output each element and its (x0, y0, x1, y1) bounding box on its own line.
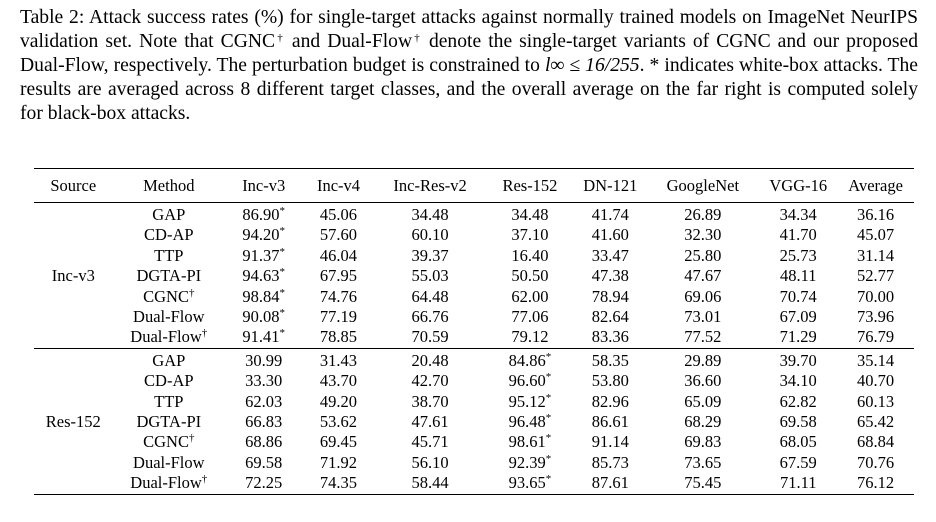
method-name: CD-AP (144, 371, 194, 391)
value-cell: 70.76 (857, 452, 895, 472)
table-row (34, 453, 914, 473)
value-cell: 33.30 (245, 371, 283, 391)
value-cell: 53.62 (319, 412, 358, 432)
method-name: Dual-Flow (133, 307, 205, 327)
method-cell (113, 266, 225, 286)
value-cell: 67.59 (779, 452, 817, 472)
table-row (34, 412, 914, 432)
value-cell: 52.77 (857, 266, 895, 286)
white-box-marker: * (279, 225, 286, 238)
header-row (34, 169, 914, 203)
value-cell: 31.43 (319, 350, 358, 370)
value-cell: 64.48 (411, 286, 449, 306)
value-cell: 86.90* (242, 205, 286, 224)
value-cell: 60.10 (411, 225, 449, 245)
value-cell: 56.10 (411, 452, 449, 472)
caption-text-1: Attack success rates (%) for single-target attacks against normally trained models on ImageNet NeurIPS validation set. Note that CGNC (20, 7, 918, 52)
dagger-mark: † (201, 473, 208, 486)
value-cell: 90.08* (242, 307, 286, 327)
white-box-marker: * (279, 286, 286, 299)
value-cell: 76.79 (857, 327, 895, 347)
value-cell: 72.25 (245, 473, 283, 493)
method-name: DGTA-PI (136, 266, 202, 286)
value-cell: 83.36 (591, 327, 629, 347)
dagger-mark: † (412, 32, 422, 44)
table-caption (20, 6, 918, 126)
value-cell: 93.65* (508, 473, 552, 493)
value-cell: 53.80 (591, 371, 629, 391)
value-cell: 73.01 (684, 307, 722, 327)
table-row (34, 307, 914, 327)
column-header: DN-121 (583, 176, 638, 195)
value-cell: 68.84 (857, 432, 895, 452)
value-cell: 42.70 (411, 371, 449, 391)
value-cell: 49.20 (319, 391, 358, 411)
white-box-marker: * (279, 307, 286, 320)
value-cell: 29.89 (684, 350, 722, 370)
value-cell: 71.11 (779, 473, 817, 493)
value-cell: 41.74 (591, 205, 629, 224)
table-row (34, 432, 914, 452)
white-box-marker: * (279, 205, 286, 217)
value-cell: 67.09 (779, 307, 817, 327)
value-cell: 76.12 (857, 473, 895, 493)
white-box-marker: * (545, 350, 552, 363)
value-cell: 98.61* (508, 432, 552, 452)
value-cell: 74.76 (319, 286, 358, 306)
caption-label: Table 2: (20, 7, 85, 28)
source-cell: Res-152 (45, 412, 101, 432)
method-cell (113, 453, 225, 473)
table-row (34, 287, 914, 307)
value-cell: 34.48 (411, 205, 449, 224)
value-cell: 66.76 (411, 307, 449, 327)
table-row (34, 266, 914, 286)
caption-text-3: denote the single-target variants of CGNC and our proposed Dual-Flow, respectively. The perturbation budget is constrained to (20, 31, 918, 76)
value-cell: 35.14 (857, 350, 895, 370)
value-cell: 91.14 (591, 432, 629, 452)
value-cell: 37.10 (511, 225, 549, 245)
dagger-mark: † (275, 32, 285, 44)
table-row (34, 392, 914, 412)
value-cell: 45.71 (411, 432, 449, 452)
dagger-mark: † (188, 432, 195, 445)
value-cell: 68.29 (684, 412, 722, 432)
white-box-marker: * (545, 391, 552, 404)
value-cell: 39.70 (779, 350, 817, 370)
method-cell (113, 371, 225, 391)
table-row (34, 473, 914, 494)
value-cell: 47.38 (591, 266, 629, 286)
method-name: Dual-Flow (130, 327, 202, 347)
value-cell: 47.67 (684, 266, 722, 286)
source-cell: Inc-v3 (51, 266, 95, 286)
value-cell: 68.86 (245, 432, 283, 452)
value-cell: 62.00 (511, 286, 549, 306)
value-cell: 94.20* (242, 225, 286, 245)
value-cell: 58.35 (591, 350, 629, 370)
value-cell: 91.41* (242, 327, 286, 347)
caption-text-4: . * indicates white-box attacks. The results are averaged across 8 different target classes, and the overall average on the far right is computed solely for black-box attacks. (20, 55, 918, 124)
value-cell: 40.70 (857, 371, 895, 391)
value-cell: 38.70 (411, 391, 449, 411)
value-cell: 69.45 (319, 432, 358, 452)
value-cell: 60.13 (857, 391, 895, 411)
value-cell: 77.19 (319, 307, 358, 327)
value-cell: 87.61 (591, 473, 629, 493)
method-name: Dual-Flow (133, 452, 205, 472)
method-cell (113, 246, 225, 266)
white-box-marker: * (545, 371, 552, 384)
value-cell: 36.16 (857, 205, 895, 224)
value-cell: 67.95 (319, 266, 358, 286)
value-cell: 39.37 (411, 245, 449, 265)
method-name: CGNC (143, 286, 189, 306)
method-cell (113, 307, 225, 327)
value-cell: 68.05 (779, 432, 817, 452)
white-box-marker: * (279, 266, 286, 279)
value-cell: 96.60* (508, 371, 552, 391)
method-name: TTP (154, 245, 184, 265)
value-cell: 31.14 (857, 245, 895, 265)
value-cell: 33.47 (591, 245, 629, 265)
method-name: GAP (152, 205, 186, 224)
value-cell: 82.64 (591, 307, 629, 327)
column-header: Method (143, 176, 195, 195)
value-cell: 70.74 (779, 286, 817, 306)
value-cell: 71.92 (319, 452, 358, 472)
value-cell: 71.29 (779, 327, 817, 347)
white-box-marker: * (545, 432, 552, 445)
method-name: TTP (154, 391, 184, 411)
value-cell: 65.09 (684, 391, 722, 411)
dagger-mark: † (188, 286, 195, 299)
value-cell: 47.61 (411, 412, 449, 432)
value-cell: 69.06 (684, 286, 722, 306)
value-cell: 82.96 (591, 391, 629, 411)
column-header: VGG-16 (769, 176, 828, 195)
value-cell: 62.82 (779, 391, 817, 411)
value-cell: 77.06 (511, 307, 549, 327)
value-cell: 50.50 (511, 266, 549, 286)
value-cell: 94.63* (242, 266, 286, 286)
value-cell: 73.96 (857, 307, 895, 327)
value-cell: 62.03 (245, 391, 283, 411)
value-cell: 34.10 (779, 371, 817, 391)
results-table (34, 168, 914, 495)
column-header: Inc-Res-v2 (393, 176, 467, 195)
value-cell: 73.65 (684, 452, 722, 472)
method-name: CGNC (143, 432, 189, 452)
value-cell: 25.80 (684, 245, 722, 265)
value-cell: 36.60 (684, 371, 722, 391)
method-cell (113, 327, 225, 348)
white-box-marker: * (279, 327, 286, 340)
value-cell: 46.04 (319, 245, 358, 265)
value-cell: 34.34 (779, 205, 817, 224)
value-cell: 79.12 (511, 327, 549, 347)
value-cell: 43.70 (319, 371, 358, 391)
column-header: Source (50, 176, 97, 195)
white-box-marker: * (279, 245, 286, 258)
value-cell: 86.61 (591, 412, 629, 432)
value-cell: 32.30 (684, 225, 722, 245)
method-cell (113, 473, 225, 494)
value-cell: 48.11 (779, 266, 817, 286)
method-name: DGTA-PI (136, 412, 202, 432)
value-cell: 69.83 (684, 432, 722, 452)
value-cell: 85.73 (591, 452, 629, 472)
value-cell: 45.06 (319, 205, 358, 224)
table-row (34, 348, 914, 371)
value-cell: 69.58 (245, 452, 283, 472)
method-cell (113, 287, 225, 307)
table-row (34, 246, 914, 266)
column-header: Inc-v4 (316, 176, 361, 195)
value-cell: 84.86* (508, 350, 552, 370)
value-cell: 96.48* (508, 412, 552, 432)
value-cell: 77.52 (684, 327, 722, 347)
value-cell: 98.84* (242, 286, 286, 306)
column-header: Inc-v3 (242, 176, 286, 195)
method-cell (113, 348, 225, 371)
method-cell (113, 203, 225, 226)
value-cell: 78.85 (319, 327, 358, 347)
white-box-marker: * (545, 473, 552, 486)
value-cell: 65.42 (857, 412, 895, 432)
value-cell: 95.12* (508, 391, 552, 411)
white-box-marker: * (545, 452, 552, 465)
table-row (34, 225, 914, 245)
value-cell: 34.48 (511, 205, 549, 224)
caption-math: l∞ ≤ 16/255 (544, 55, 640, 76)
method-cell (113, 225, 225, 245)
value-cell: 55.03 (411, 266, 449, 286)
method-name: GAP (152, 350, 186, 370)
table-row (34, 203, 914, 226)
value-cell: 92.39* (508, 452, 552, 472)
value-cell: 66.83 (245, 412, 283, 432)
value-cell: 41.60 (591, 225, 629, 245)
value-cell: 58.44 (411, 473, 449, 493)
value-cell: 91.37* (242, 245, 286, 265)
column-header: Res-152 (502, 176, 558, 195)
value-cell: 16.40 (511, 245, 549, 265)
white-box-marker: * (545, 412, 552, 425)
value-cell: 30.99 (245, 350, 283, 370)
value-cell: 20.48 (411, 350, 449, 370)
method-name: CD-AP (144, 225, 194, 245)
value-cell: 26.89 (684, 205, 722, 224)
value-cell: 70.00 (857, 286, 895, 306)
value-cell: 45.07 (857, 225, 895, 245)
column-header: Average (848, 176, 903, 195)
value-cell: 69.58 (779, 412, 817, 432)
table-row (34, 371, 914, 391)
value-cell: 75.45 (684, 473, 722, 493)
method-cell (113, 392, 225, 412)
method-cell (113, 412, 225, 432)
value-cell: 25.73 (779, 245, 817, 265)
method-name: Dual-Flow (130, 473, 202, 493)
value-cell: 78.94 (591, 286, 629, 306)
caption-text-2: and Dual-Flow (284, 31, 413, 52)
value-cell: 70.59 (411, 327, 449, 347)
value-cell: 41.70 (779, 225, 817, 245)
dagger-mark: † (201, 327, 208, 340)
value-cell: 74.35 (319, 473, 358, 493)
method-cell (113, 432, 225, 452)
column-header: GoogleNet (666, 176, 740, 195)
table-row (34, 327, 914, 348)
value-cell: 57.60 (319, 225, 358, 245)
